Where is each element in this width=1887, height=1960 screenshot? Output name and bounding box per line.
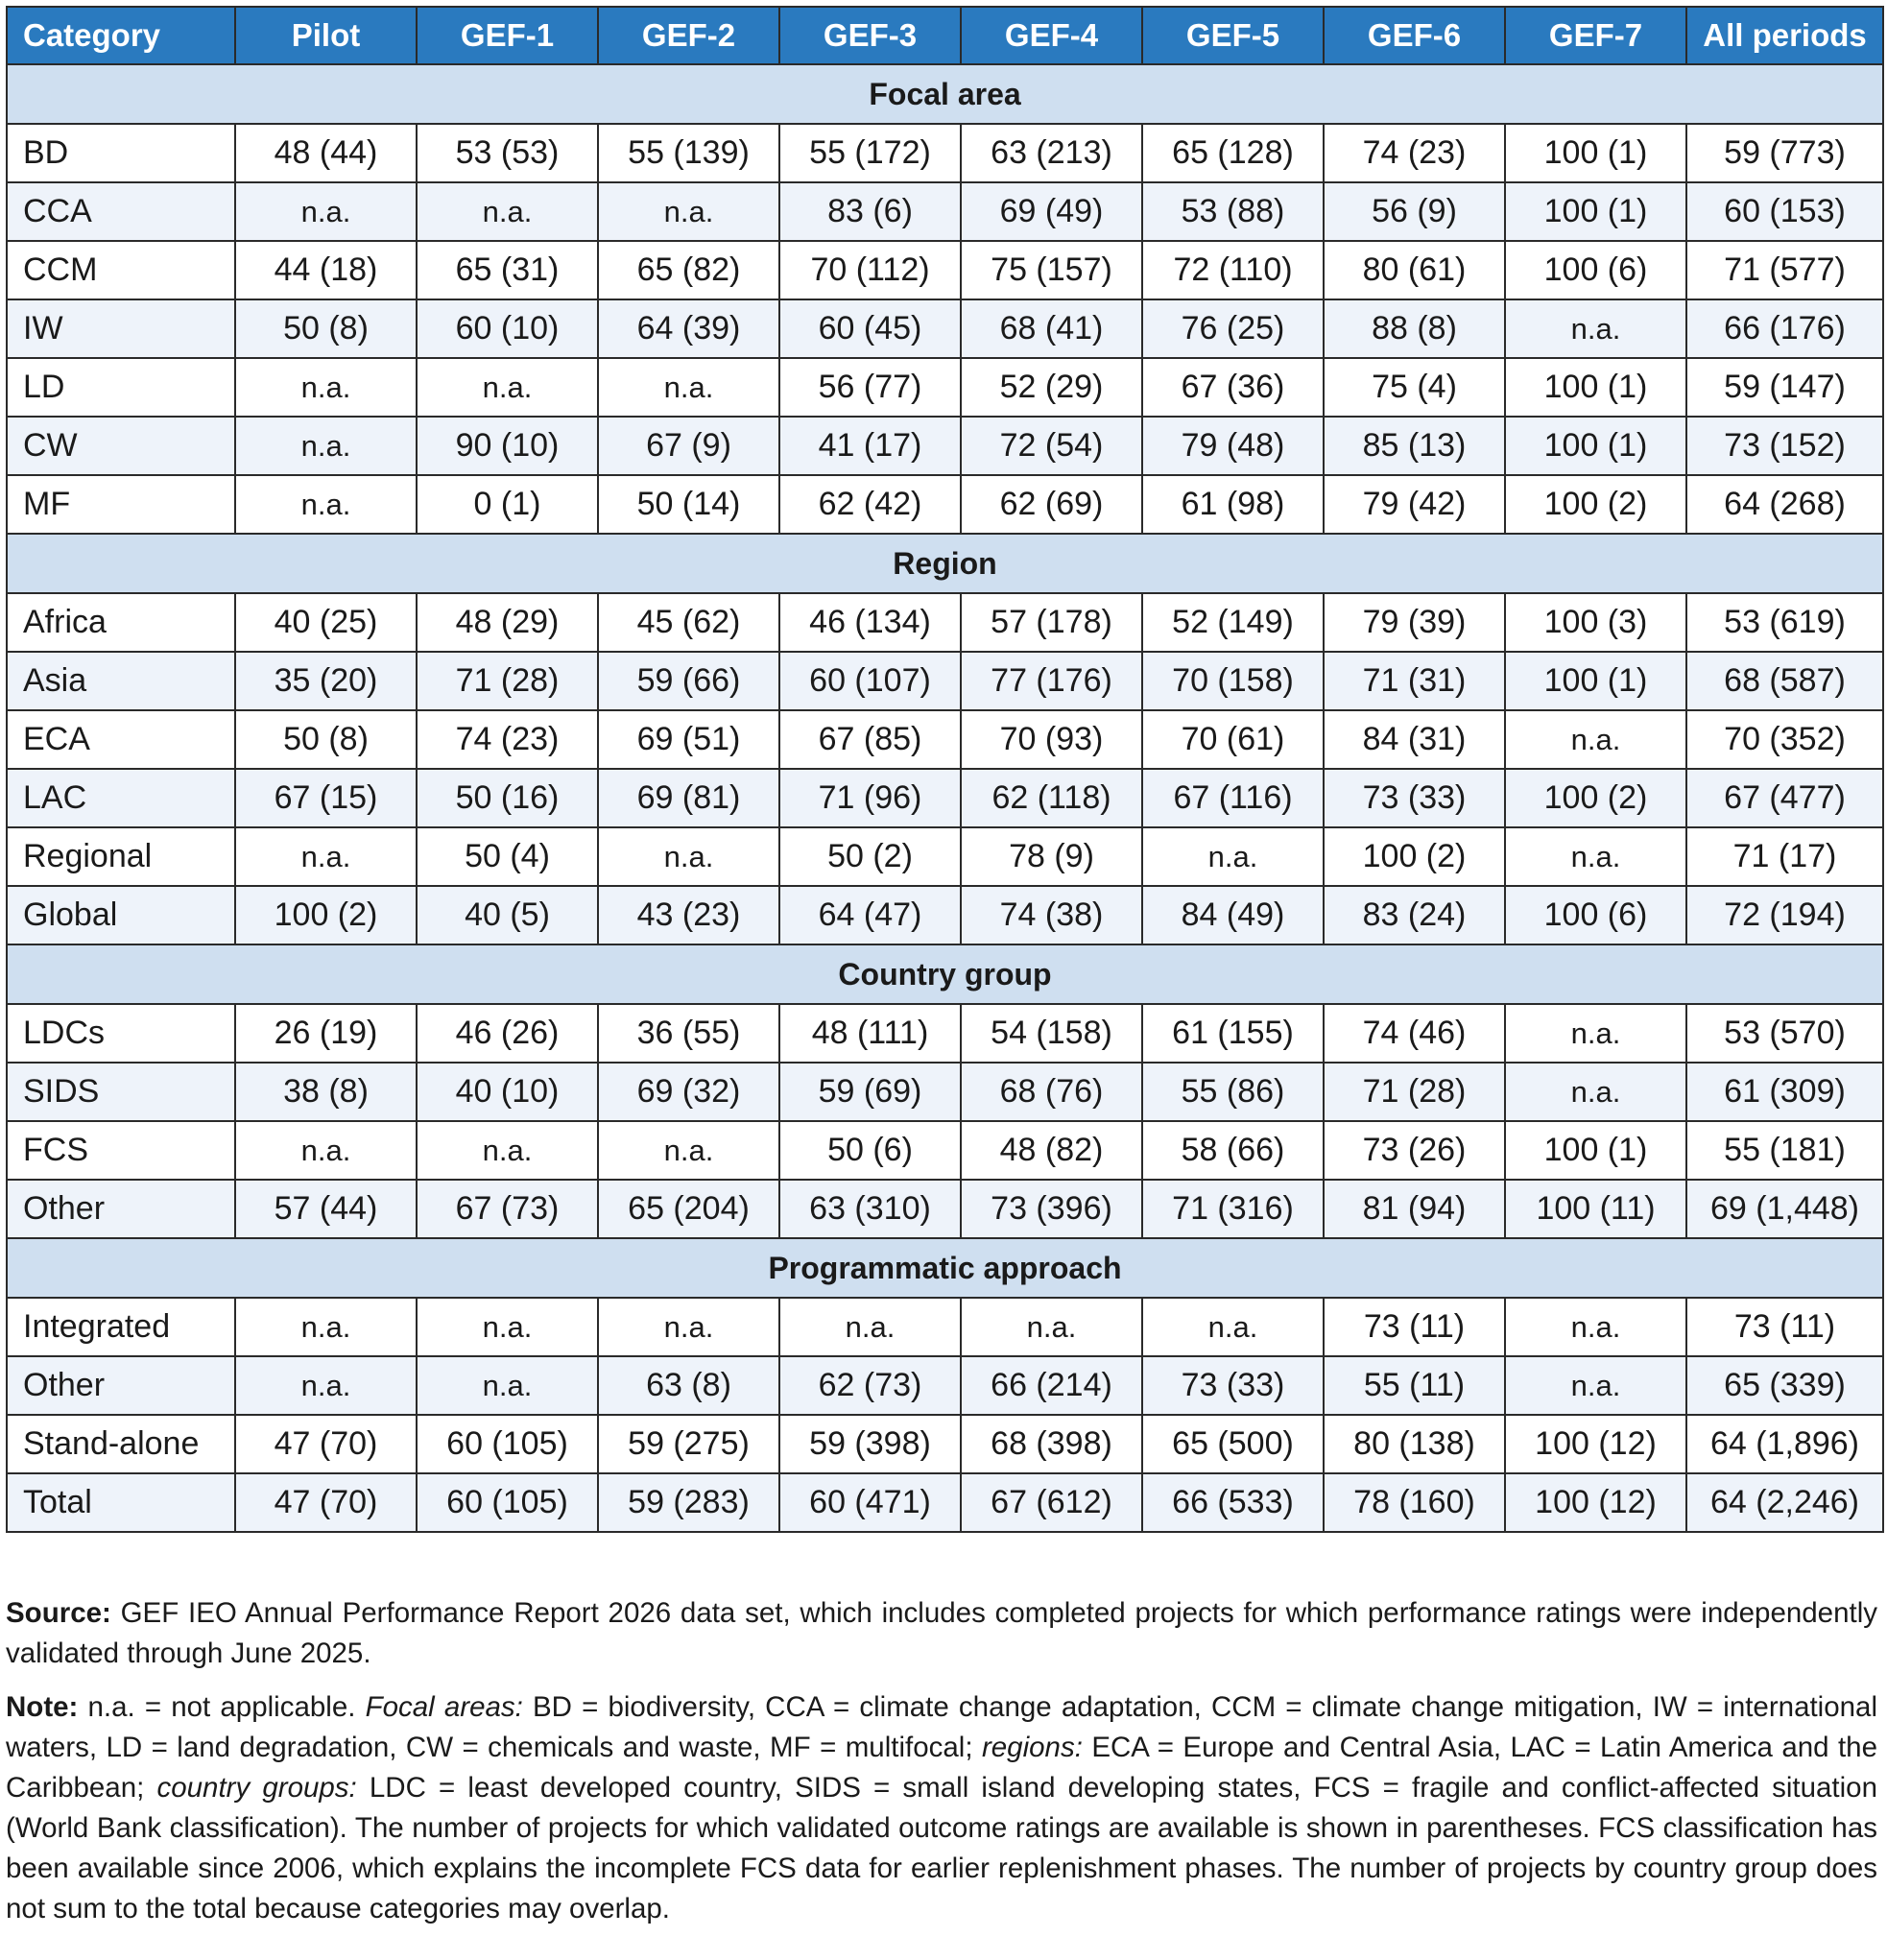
table-cell: 35 (20) [235,652,417,710]
column-header: GEF-1 [417,7,598,64]
table-cell: 79 (39) [1324,593,1505,652]
note-focal-areas-label: Focal areas: [365,1691,523,1723]
table-cell: 50 (14) [598,475,779,534]
table-cell: 53 (619) [1686,593,1883,652]
column-header: GEF-5 [1142,7,1324,64]
column-header: GEF-3 [779,7,961,64]
table-cell: 100 (12) [1505,1473,1686,1532]
table-cell: n.a. [235,475,417,534]
table-cell: 68 (587) [1686,652,1883,710]
table-cell: 64 (1,896) [1686,1415,1883,1473]
table-cell: 72 (110) [1142,241,1324,299]
table-cell: n.a. [598,827,779,886]
table-cell: 100 (2) [235,886,417,944]
note-label: Note: [6,1691,79,1723]
table-cell: 59 (773) [1686,124,1883,182]
table-row [7,827,1883,886]
table-row [7,1415,1883,1473]
table-cell: 64 (268) [1686,475,1883,534]
table-cell: 60 (45) [779,299,961,358]
table-cell: 63 (213) [961,124,1142,182]
table-cell: n.a. [235,1298,417,1356]
table-cell: n.a. [1142,827,1324,886]
table-cell: 64 (47) [779,886,961,944]
section-header-row [7,64,1883,124]
row-label: LD [7,358,235,417]
table-cell: 40 (10) [417,1063,598,1121]
table-cell: 71 (28) [1324,1063,1505,1121]
table-cell: 65 (500) [1142,1415,1324,1473]
table-cell: 70 (61) [1142,710,1324,769]
section-title: Programmatic approach [7,1238,1883,1298]
row-label: CW [7,417,235,475]
table-cell: 75 (4) [1324,358,1505,417]
table-cell: n.a. [598,1121,779,1180]
table-cell: 73 (33) [1324,769,1505,827]
row-label: Total [7,1473,235,1532]
table-cell: 71 (31) [1324,652,1505,710]
table-cell: n.a. [417,358,598,417]
table-cell: n.a. [417,1121,598,1180]
table-cell: n.a. [598,358,779,417]
table-cell: 74 (23) [417,710,598,769]
table-cell: 45 (62) [598,593,779,652]
table-cell: 69 (81) [598,769,779,827]
table-cell: n.a. [235,417,417,475]
note-text-1: n.a. = not applicable. [78,1691,366,1723]
table-cell: 63 (310) [779,1180,961,1238]
table-cell: 59 (398) [779,1415,961,1473]
row-label: Other [7,1180,235,1238]
section-header-row [7,944,1883,1004]
table-row [7,593,1883,652]
table-cell: 69 (32) [598,1063,779,1121]
table-cell: 67 (36) [1142,358,1324,417]
table-cell: 83 (24) [1324,886,1505,944]
row-label: FCS [7,1121,235,1180]
row-label: CCM [7,241,235,299]
table-header-row [7,7,1883,64]
table-cell: 36 (55) [598,1004,779,1063]
section-header-row [7,534,1883,593]
table-cell: n.a. [1505,1004,1686,1063]
table-cell: 71 (316) [1142,1180,1324,1238]
table-cell: 69 (51) [598,710,779,769]
table-cell: 47 (70) [235,1415,417,1473]
table-cell: 58 (66) [1142,1121,1324,1180]
row-label: LDCs [7,1004,235,1063]
table-cell: 67 (116) [1142,769,1324,827]
table-row [7,182,1883,241]
table-cell: 50 (6) [779,1121,961,1180]
table-cell: 70 (112) [779,241,961,299]
performance-table [6,6,1884,1533]
table-cell: 68 (398) [961,1415,1142,1473]
table-cell: 83 (6) [779,182,961,241]
table-cell: 100 (11) [1505,1180,1686,1238]
table-row [7,1298,1883,1356]
section-title: Country group [7,944,1883,1004]
table-cell: 69 (49) [961,182,1142,241]
table-cell: 100 (6) [1505,241,1686,299]
table-cell: 80 (138) [1324,1415,1505,1473]
table-cell: n.a. [961,1298,1142,1356]
source-note [6,1593,1877,1674]
table-row [7,886,1883,944]
table-cell: 70 (352) [1686,710,1883,769]
table-cell: 75 (157) [961,241,1142,299]
table-cell: 100 (12) [1505,1415,1686,1473]
table-row [7,299,1883,358]
table-cell: 81 (94) [1324,1180,1505,1238]
table-cell: 60 (153) [1686,182,1883,241]
table-cell: 46 (134) [779,593,961,652]
row-label: BD [7,124,235,182]
column-header: GEF-2 [598,7,779,64]
table-cell: 73 (26) [1324,1121,1505,1180]
table-cell: 50 (8) [235,710,417,769]
row-label: Africa [7,593,235,652]
table-cell: 48 (44) [235,124,417,182]
row-label: LAC [7,769,235,827]
table-cell: 40 (5) [417,886,598,944]
table-cell: 71 (96) [779,769,961,827]
table-cell: 76 (25) [1142,299,1324,358]
table-cell: n.a. [1505,1356,1686,1415]
table-cell: 57 (178) [961,593,1142,652]
column-header: Pilot [235,7,417,64]
table-row [7,1180,1883,1238]
row-label: CCA [7,182,235,241]
table-cell: 50 (2) [779,827,961,886]
table-row [7,1004,1883,1063]
table-cell: 74 (46) [1324,1004,1505,1063]
table-cell: n.a. [235,1121,417,1180]
table-cell: 78 (160) [1324,1473,1505,1532]
table-cell: 62 (69) [961,475,1142,534]
table-cell: 100 (2) [1324,827,1505,886]
table-cell: 56 (77) [779,358,961,417]
table-cell: 67 (9) [598,417,779,475]
row-label: Stand-alone [7,1415,235,1473]
table-cell: 61 (155) [1142,1004,1324,1063]
table-cell: 72 (194) [1686,886,1883,944]
table-cell: 53 (570) [1686,1004,1883,1063]
table-cell: 100 (1) [1505,417,1686,475]
table-cell: n.a. [598,1298,779,1356]
table-cell: 73 (11) [1686,1298,1883,1356]
table-row [7,241,1883,299]
table-row [7,475,1883,534]
table-cell: 66 (176) [1686,299,1883,358]
table-cell: n.a. [235,358,417,417]
table-cell: 26 (19) [235,1004,417,1063]
table-cell: n.a. [417,1298,598,1356]
table-cell: 53 (88) [1142,182,1324,241]
table-cell: 67 (477) [1686,769,1883,827]
source-label: Source: [6,1597,111,1629]
table-cell: 90 (10) [417,417,598,475]
section-title: Focal area [7,64,1883,124]
table-cell: 64 (2,246) [1686,1473,1883,1532]
table-cell: 69 (1,448) [1686,1180,1883,1238]
table-cell: 100 (1) [1505,124,1686,182]
table-cell: n.a. [779,1298,961,1356]
table-cell: 65 (31) [417,241,598,299]
row-label: MF [7,475,235,534]
row-label: SIDS [7,1063,235,1121]
table-cell: 100 (3) [1505,593,1686,652]
table-cell: 78 (9) [961,827,1142,886]
table-cell: 48 (111) [779,1004,961,1063]
table-cell: 100 (2) [1505,769,1686,827]
row-label: Global [7,886,235,944]
note-country-groups-label: country groups: [156,1772,357,1804]
table-cell: 85 (13) [1324,417,1505,475]
table-row [7,769,1883,827]
table-cell: 65 (82) [598,241,779,299]
table-cell: 55 (172) [779,124,961,182]
table-row [7,124,1883,182]
note-text-3: ECA = Europe and Central Asia, LAC = Latin America and the Caribbean; [6,1732,1877,1804]
table-cell: 73 (11) [1324,1298,1505,1356]
note-text-2: BD = biodiversity, CCA = climate change adaptation, CCM = climate change mitigation, IW = international waters, LD = land degradation, CW = chemicals and waste, MF = multifocal; [6,1691,1877,1763]
table-cell: 41 (17) [779,417,961,475]
table-cell: 61 (98) [1142,475,1324,534]
row-label: Regional [7,827,235,886]
table-cell: 60 (107) [779,652,961,710]
table-cell: 67 (612) [961,1473,1142,1532]
table-notes [6,1593,1877,1943]
table-cell: 72 (54) [961,417,1142,475]
table-cell: 84 (31) [1324,710,1505,769]
table-cell: 88 (8) [1324,299,1505,358]
table-cell: 48 (29) [417,593,598,652]
note-text-4: LDC = least developed country, SIDS = small island developing states, FCS = fragile and conflict-affected situation (World Bank classification). The number of projects for which validated outcome ratings are available is shown in parentheses. FCS classification has been available since 2006, which explains the incomplete FCS data for earlier replenishment phases. The number of projects by country group does not sum to the total because categories may overlap. [6,1772,1877,1924]
table-cell: n.a. [1142,1298,1324,1356]
column-header: Category [7,7,235,64]
table-cell: 100 (1) [1505,358,1686,417]
column-header: GEF-4 [961,7,1142,64]
table-cell: 70 (93) [961,710,1142,769]
table-cell: 68 (41) [961,299,1142,358]
table-cell: 79 (42) [1324,475,1505,534]
table-cell: n.a. [235,827,417,886]
table-cell: n.a. [417,182,598,241]
table-row [7,710,1883,769]
section-title: Region [7,534,1883,593]
table-cell: 44 (18) [235,241,417,299]
table-cell: 73 (152) [1686,417,1883,475]
table-cell: 62 (73) [779,1356,961,1415]
table-cell: 67 (15) [235,769,417,827]
table-cell: 55 (11) [1324,1356,1505,1415]
table-row [7,1473,1883,1532]
table-cell: 60 (10) [417,299,598,358]
column-header: All periods [1686,7,1883,64]
table-cell: 57 (44) [235,1180,417,1238]
table-cell: 59 (283) [598,1473,779,1532]
table-cell: 100 (1) [1505,652,1686,710]
table-cell: 66 (214) [961,1356,1142,1415]
table-cell: 0 (1) [417,475,598,534]
table-cell: 74 (38) [961,886,1142,944]
table-cell: 62 (42) [779,475,961,534]
table-cell: n.a. [235,182,417,241]
table-cell: 100 (2) [1505,475,1686,534]
table-cell: 55 (181) [1686,1121,1883,1180]
table-cell: 100 (6) [1505,886,1686,944]
table-cell: 46 (26) [417,1004,598,1063]
table-cell: n.a. [1505,299,1686,358]
row-label: IW [7,299,235,358]
table-cell: 73 (33) [1142,1356,1324,1415]
table-row [7,417,1883,475]
table-cell: 53 (53) [417,124,598,182]
table-cell: n.a. [1505,1298,1686,1356]
table-row [7,358,1883,417]
column-header: GEF-6 [1324,7,1505,64]
row-label: Other [7,1356,235,1415]
table-cell: 59 (66) [598,652,779,710]
table-cell: 55 (86) [1142,1063,1324,1121]
table-cell: 66 (533) [1142,1473,1324,1532]
table-cell: 48 (82) [961,1121,1142,1180]
table-cell: n.a. [1505,827,1686,886]
table-cell: n.a. [235,1356,417,1415]
table-body [7,64,1883,1532]
table-cell: 50 (16) [417,769,598,827]
section-header-row [7,1238,1883,1298]
table-cell: 73 (396) [961,1180,1142,1238]
table-cell: 59 (147) [1686,358,1883,417]
row-label: ECA [7,710,235,769]
table-cell: 70 (158) [1142,652,1324,710]
table-cell: 62 (118) [961,769,1142,827]
table-cell: 60 (105) [417,1473,598,1532]
row-label: Integrated [7,1298,235,1356]
source-text: GEF IEO Annual Performance Report 2026 data set, which includes completed projects for which performance ratings were independently validated through June 2025. [6,1597,1877,1669]
table-cell: 67 (85) [779,710,961,769]
table-cell: 43 (23) [598,886,779,944]
table-row [7,1356,1883,1415]
table-cell: 55 (139) [598,124,779,182]
note-regions-label: regions: [981,1732,1083,1763]
table-cell: 100 (1) [1505,1121,1686,1180]
table-cell: 60 (471) [779,1473,961,1532]
table-cell: 50 (4) [417,827,598,886]
table-cell: 79 (48) [1142,417,1324,475]
table-cell: 71 (577) [1686,241,1883,299]
table-cell: 60 (105) [417,1415,598,1473]
table-cell: 59 (69) [779,1063,961,1121]
row-label: Asia [7,652,235,710]
table-cell: 40 (25) [235,593,417,652]
table-cell: 50 (8) [235,299,417,358]
table-cell: 65 (339) [1686,1356,1883,1415]
table-cell: 65 (128) [1142,124,1324,182]
table-cell: 38 (8) [235,1063,417,1121]
table-cell: n.a. [417,1356,598,1415]
table-cell: 61 (309) [1686,1063,1883,1121]
table-row [7,652,1883,710]
table-cell: 59 (275) [598,1415,779,1473]
column-header: GEF-7 [1505,7,1686,64]
table-cell: 67 (73) [417,1180,598,1238]
table-cell: 80 (61) [1324,241,1505,299]
table-cell: 52 (29) [961,358,1142,417]
table-cell: 74 (23) [1324,124,1505,182]
table-row [7,1121,1883,1180]
table-cell: n.a. [1505,1063,1686,1121]
table-row [7,1063,1883,1121]
table-cell: 71 (28) [417,652,598,710]
table-cell: 63 (8) [598,1356,779,1415]
table-cell: n.a. [598,182,779,241]
table-cell: 56 (9) [1324,182,1505,241]
table-cell: 64 (39) [598,299,779,358]
table-cell: n.a. [1505,710,1686,769]
table-cell: 77 (176) [961,652,1142,710]
table-cell: 54 (158) [961,1004,1142,1063]
table-cell: 47 (70) [235,1473,417,1532]
table-cell: 84 (49) [1142,886,1324,944]
table-cell: 65 (204) [598,1180,779,1238]
table-cell: 68 (76) [961,1063,1142,1121]
table-cell: 71 (17) [1686,827,1883,886]
note-paragraph [6,1687,1877,1929]
table-cell: 52 (149) [1142,593,1324,652]
table-cell: 100 (1) [1505,182,1686,241]
